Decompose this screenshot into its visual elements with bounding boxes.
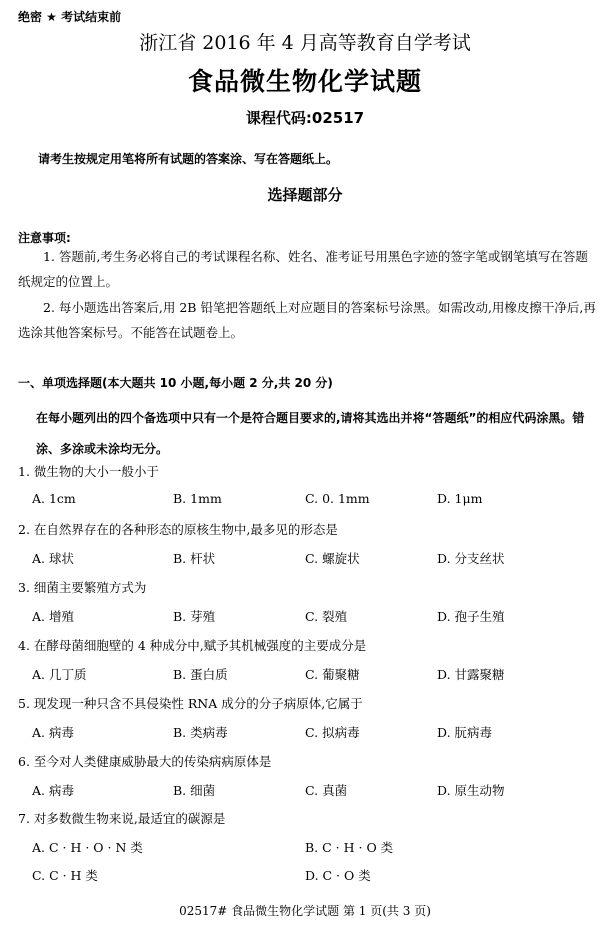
question-option: B. 蛋白质 — [173, 667, 228, 682]
note-item: 1. 答题前,考生务必将自己的考试课程名称、姓名、准考证号用黑色字迹的签字笔或钢笔填写在答题纸规定的位置上。 — [18, 249, 588, 289]
question-option: B. 类病毒 — [173, 725, 228, 740]
question-option: D. 甘露聚糖 — [437, 667, 505, 682]
question-option: C. 葡聚糖 — [305, 667, 360, 682]
question-option: A. 1cm — [32, 491, 76, 506]
section-description: 在每小题列出的四个备选项中只有一个是符合题目要求的,请将其选出并将“答题纸”的相应代码涂黑。错涂、多涂或未涂均无分。 — [36, 411, 585, 456]
question-option: A. 增殖 — [32, 609, 74, 624]
question-stem: 1. 微生物的大小一般小于 — [18, 464, 159, 479]
question-option: A. 球状 — [32, 551, 74, 566]
question-option: B. 1mm — [173, 491, 222, 506]
question-option: C. 拟病毒 — [305, 725, 360, 740]
question-option: D. 孢子生殖 — [437, 609, 505, 624]
subject-title: 食品微生物化学试题 — [187, 67, 422, 96]
question-option: C. C · H 类 — [32, 868, 98, 883]
question-option: C. 0. 1mm — [305, 491, 370, 506]
question-option: B. C · H · O 类 — [305, 840, 394, 855]
course-code: 课程代码:02517 — [245, 109, 365, 127]
question-option: A. 病毒 — [32, 725, 74, 740]
question-stem: 4. 在酵母菌细胞壁的 4 种成分中,赋予其机械强度的主要成分是 — [18, 638, 367, 653]
question-stem: 2. 在自然界存在的各种形态的原核生物中,最多见的形态是 — [18, 522, 338, 537]
question-stem: 6. 至今对人类健康威胁最大的传染病病原体是 — [18, 754, 272, 769]
general-instruction: 请考生按规定用笔将所有试题的答案涂、写在答题纸上。 — [38, 152, 339, 166]
question-option: C. 裂殖 — [305, 609, 348, 624]
question-option: A. C · H · O · N 类 — [32, 840, 143, 855]
question-option: B. 杆状 — [173, 551, 216, 566]
question-option: D. 朊病毒 — [437, 725, 493, 740]
part-title: 选择题部分 — [267, 186, 343, 204]
question-option: C. 螺旋状 — [305, 551, 360, 566]
section-heading: 一、单项选择题(本大题共 10 小题,每小题 2 分,共 20 分) — [18, 376, 333, 390]
question-option: B. 细菌 — [173, 783, 216, 798]
question-option: D. 分支丝状 — [437, 551, 505, 566]
exam-title: 浙江省 2016 年 4 月高等教育自学考试 — [139, 32, 471, 54]
question-stem: 5. 现发现一种只含不具侵染性 RNA 成分的分子病原体,它属于 — [18, 696, 363, 711]
note-item: 2. 每小题选出答案后,用 2B 铅笔把答题纸上对应题目的答案标号涂黑。如需改动,用橡皮擦干净后,再选涂其他答案标号。不能答在试题卷上。 — [18, 300, 596, 340]
question-option: A. 病毒 — [32, 783, 74, 798]
notes-heading: 注意事项: — [18, 231, 71, 245]
question-option: D. 1μm — [437, 491, 483, 506]
question-option: C. 真菌 — [305, 783, 348, 798]
question-option: B. 芽殖 — [173, 609, 216, 624]
question-stem: 7. 对多数微生物来说,最适宜的碳源是 — [18, 811, 226, 826]
question-stem: 3. 细菌主要繁殖方式为 — [18, 580, 147, 595]
question-option: D. 原生动物 — [437, 783, 505, 798]
secret-mark: 绝密 ★ 考试结束前 — [18, 10, 122, 24]
question-option: A. 几丁质 — [32, 667, 87, 682]
page-footer: 02517# 食品微生物化学试题 第 1 页(共 3 页) — [179, 904, 431, 918]
question-option: D. C · O 类 — [305, 868, 371, 883]
